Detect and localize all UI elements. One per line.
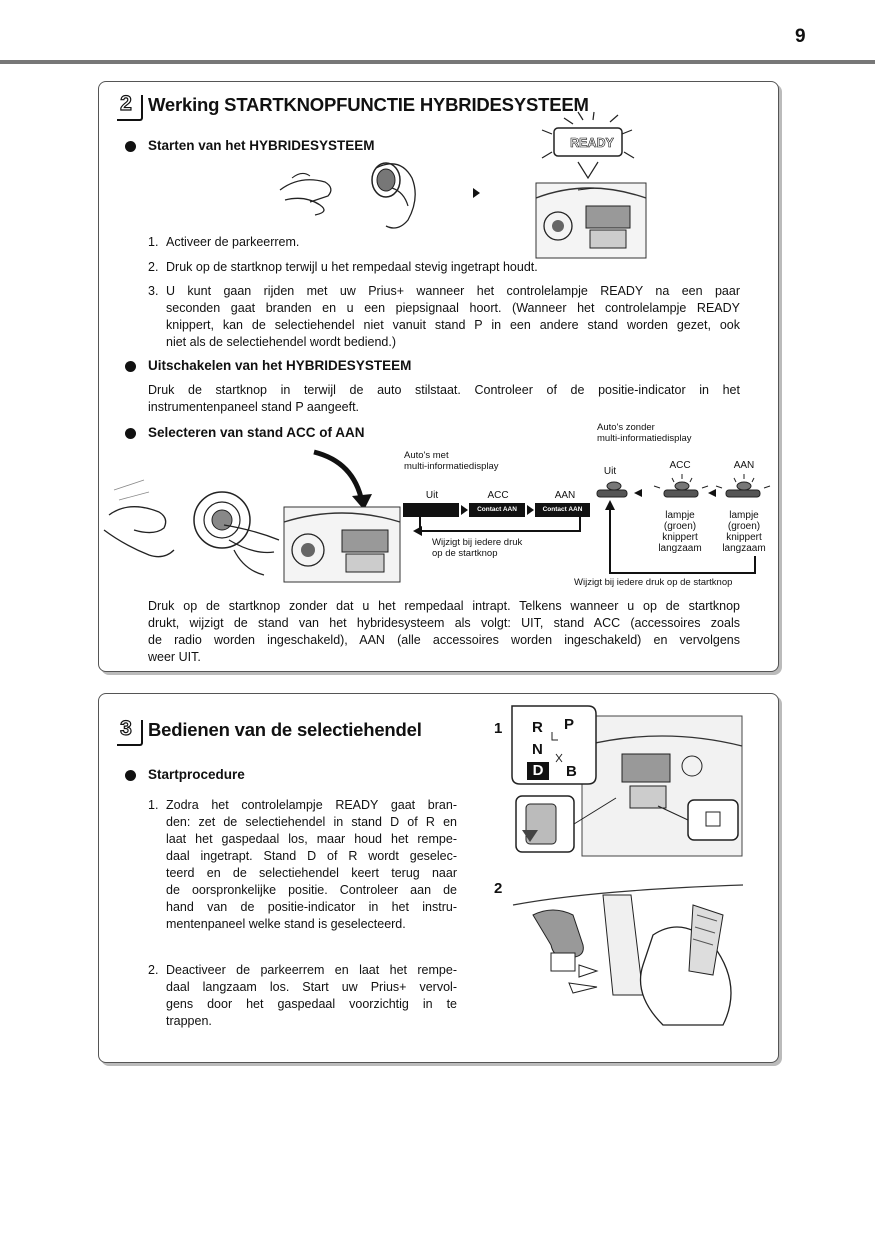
gear-letter-p: P [564,716,575,733]
gear-letter-n: N [532,741,543,758]
paragraph-line: Druk de startknop in terwijl de auto stilstaat. Controleer of de positie-indicator in het [148,383,740,397]
state-box-acc: Contact AAN [469,503,525,517]
dashboard-arrow-illustration [284,452,400,582]
lamp-icon-acc [654,474,708,497]
state-box-uit [403,503,459,517]
section-title: Werking STARTKNOPFUNCTIE HYBRIDESYSTEEM [148,94,589,115]
press-button-illustration [280,160,440,240]
subheading-acc: Selecteren van stand ACC of AAN [148,425,365,440]
state-box-aan: Contact AAN [535,503,590,517]
step-text-line: niet als de selectiehendel wordt bediend.) [166,335,397,349]
section-number-badge: 3 [114,717,138,741]
figure-label-2: 2 [494,880,503,897]
step-text-line: seconden gaat branden en u een piepsignaal hoort. (Wanneer het controlelampje READY [166,301,740,315]
state-label-acc: ACC [487,490,509,501]
note-line: knippert [726,532,762,543]
paragraph-line: instrumentenpaneel stand P aangeeft. [148,400,360,414]
note-line: lampje [665,510,695,521]
state-label-uit: Uit [425,490,439,501]
step-text-line: Zodra het controlelampje READY gaat bran- [166,798,457,812]
change-note-right: Wijzigt bij iedere druk op de startknop [574,577,733,588]
bullet-icon [125,770,136,781]
step-number: 3. [148,284,159,298]
gear-letter-d: D [527,762,549,780]
change-note [432,538,522,559]
note-line: langzaam [658,543,702,554]
note-line: lampje [729,510,759,521]
note-line: op de startknop [432,547,498,559]
state-label-aan: AAN [554,490,576,501]
note-line: Wijzigt bij iedere druk [432,537,523,548]
step-text-line: knippert, kan de selectiehendel niet vanuit stand P in een andere stand worden gezet, ook [166,318,740,332]
label-without-display [597,423,692,444]
step-text-line: Deactiveer de parkeerrem en laat het rempe- [166,963,457,977]
step-number: 2. [148,260,159,274]
step-text: Activeer de parkeerrem. [166,235,300,249]
cycle-arrow-left [410,517,590,539]
step-text-line: trappen. [166,1014,212,1028]
section-title: Bedienen van de selectiehendel [148,719,422,740]
arrow-right-icon [527,505,534,515]
paragraph-line: Druk op de startknop zonder dat u het rempedaal intrapt. Telkens wanneer u op de startknop [148,599,740,613]
step-number: 2. [148,963,159,977]
label-with-display [404,451,499,472]
gear-letter-r: R [532,719,543,736]
label-line: multi-informatiedisplay [404,460,499,472]
section-number-badge: 2 [114,92,138,116]
step-text-line: hand van de positie-indicator in het instru- [166,900,457,914]
step-text-line: teerd en de selectiehendel keert terug naar [166,866,457,880]
step-text-line: mentenpaneel welke stand is geselecteerd. [166,917,406,931]
subheading-start: Starten van het HYBRIDESYSTEEM [148,138,375,153]
lamp-label-uit: Uit [603,466,617,477]
step-text-line: daal ingetrapt. Stand D of R wordt geselec- [166,849,457,863]
step-text: Druk op de startknop terwijl u het rempedaal stevig ingetrapt houdt. [166,260,538,274]
arrow-right-icon [473,188,480,198]
step-text-line: den: zet de selectiehendel in stand D of R en [166,815,457,829]
header-rule [0,60,875,64]
subheading-startprocedure: Startprocedure [148,767,245,782]
step-number: 1. [148,798,159,812]
label-line: Auto's met [404,450,449,461]
pedal-illustration [513,875,743,1037]
page-number: 9 [795,26,806,47]
label-line: multi-informatiedisplay [597,432,692,444]
gear-letter-b: B [566,763,577,780]
step-text-line: gens door het gaspedaal voorzichtig in te [166,997,457,1011]
lamp-icon-off [597,482,627,497]
hand-pressing-button-illustration [104,470,284,585]
step-text-line: U kunt gaan rijden met uw Prius+ wanneer het controlelampje READY na een paar [166,284,740,298]
note-line: langzaam [722,543,766,554]
lamp-icon-aan [716,474,770,497]
paragraph-line: de radio worden ingeschakeld), AAN (alle accessoires worden ingeschakeld) en vervolgens [148,633,740,647]
bullet-icon [125,141,136,152]
label-line: Auto's zonder [597,422,655,433]
step-text-line: daal langzaam los. Start uw Prius+ vervol- [166,980,457,994]
note-line: (groen) [727,521,761,532]
lamp-label-acc: ACC [669,460,691,471]
step-text-line: de oorspronkelijke positie. Controleer aan de [166,883,457,897]
note-line: knippert [662,532,698,543]
step-text-line: laat het gaspedaal los, maar houd het rempe- [166,832,457,846]
figure-label-1: 1 [494,720,503,737]
step-number: 1. [148,235,159,249]
bullet-icon [125,428,136,439]
note-line: (groen) [663,521,697,532]
cycle-arrow-right [600,498,760,578]
bullet-icon [125,361,136,372]
shift-lever-illustration [512,706,744,858]
ready-indicator-label: READY [570,136,614,150]
subheading-stop: Uitschakelen van het HYBRIDESYSTEEM [148,358,412,373]
paragraph-line: drukt, wijzigt de stand van het hybridesysteem als volgt: UIT, stand ACC (accessoires zoals [148,616,740,630]
paragraph-line: weer UIT. [148,650,201,664]
arrow-right-icon [461,505,468,515]
lamp-label-aan: AAN [733,460,755,471]
